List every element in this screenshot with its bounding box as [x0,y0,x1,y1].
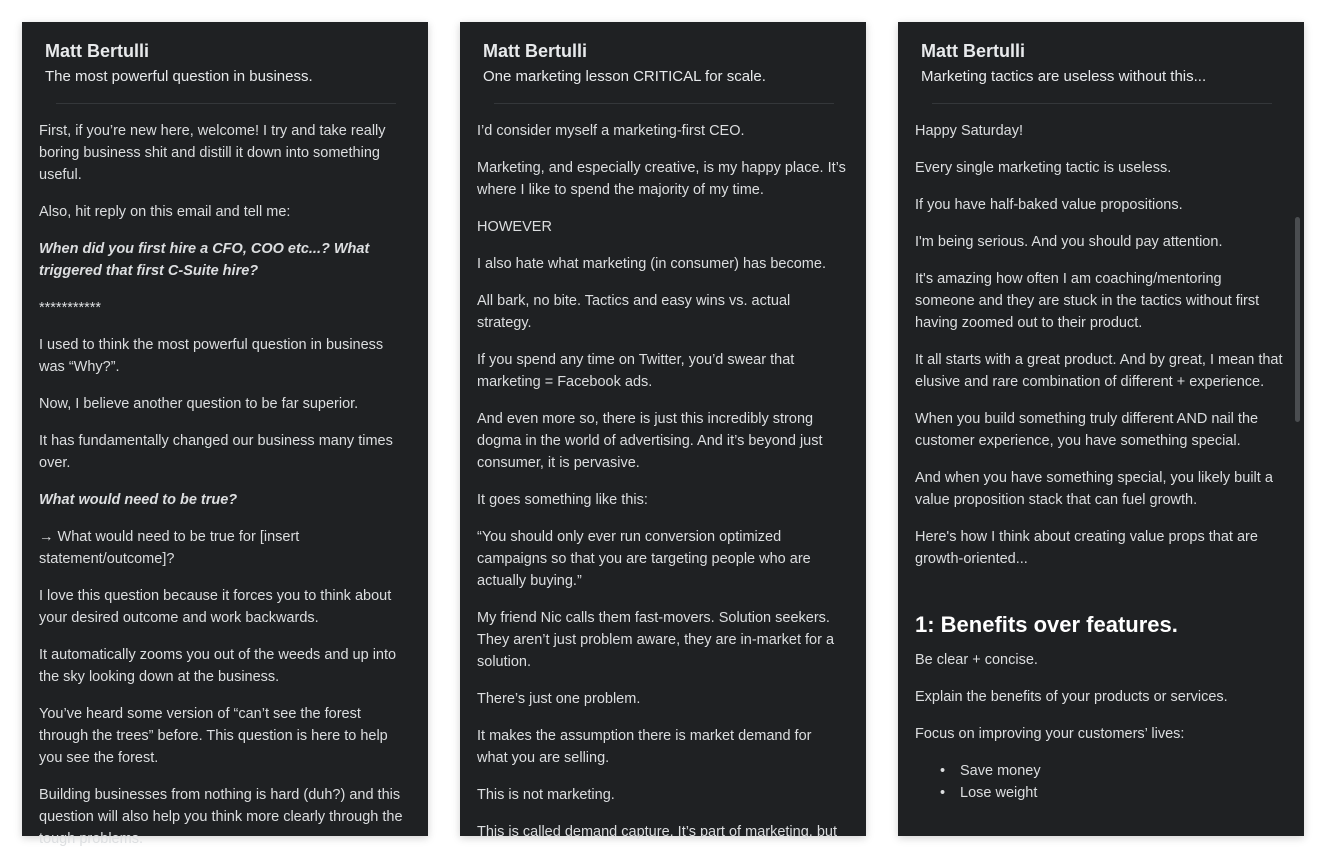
body-paragraph: There’s just one problem. [477,691,641,707]
bullet-list [915,760,1284,804]
body-paragraph: You’ve heard some version of “can’t see the forest through the trees” before. This question is here to help you see the forest. [39,706,388,766]
body-paragraph: All bark, no bite. Tactics and easy wins vs. actual strategy. [477,293,791,331]
body-paragraph: Every single marketing tactic is useless. [915,160,1172,176]
body-paragraph: It automatically zooms you out of the weeds and up into the sky looking down at the business. [39,647,397,685]
email-subject: One marketing lesson CRITICAL for scale. [483,68,766,85]
sender-name: Matt Bertulli [483,41,588,61]
body-paragraph: Also, hit reply on this email and tell me: [39,204,291,220]
body-paragraph: First, if you’re new here, welcome! I try and take really boring business shit and distill it down into something useful. [39,123,386,183]
body-paragraph: When did you first hire a CFO, COO etc...? What triggered that first C-Suite hire? [39,241,370,279]
body-paragraph: It's amazing how often I am coaching/mentoring someone and they are stuck in the tactics without first having zoomed out to their product. [915,271,1260,331]
body-paragraph: My friend Nic calls them fast-movers. Solution seekers. They aren’t just problem aware, they are in-market for a solution. [477,610,835,670]
email-card-3 [898,22,1304,836]
body-paragraph: What would need to be true? [39,492,238,508]
email-body [898,104,1304,804]
body-paragraph: *********** [39,300,102,316]
body-paragraph: Marketing, and especially creative, is my happy place. It’s where I like to spend the majority of my time. [477,160,846,198]
body-paragraph: Focus on improving your customers’ lives: [915,726,1185,742]
body-paragraph: Now, I believe another question to be far superior. [39,396,359,412]
bullet-item: • Save money [940,760,1284,782]
body-paragraph: This is not marketing. [477,787,615,803]
body-paragraph: I'm being serious. And you should pay attention. [915,234,1223,250]
bullet-item: • Lose weight [940,782,1284,804]
body-paragraph: I also hate what marketing (in consumer) has become. [477,256,826,272]
body-paragraph: When you build something truly different AND nail the customer experience, you have something special. [915,411,1259,449]
body-paragraph: HOWEVER [477,219,552,235]
email-subject: Marketing tactics are useless without this... [921,68,1207,85]
body-paragraph: I used to think the most powerful question in business was “Why?”. [39,337,384,375]
sender-name: Matt Bertulli [921,41,1026,61]
body-paragraph: It has fundamentally changed our business many times over. [39,433,393,471]
email-card-2 [460,22,866,840]
body-paragraph: Building businesses from nothing is hard (duh?) and this question will also help you think more clearly through the tough problems. [39,787,403,847]
body-paragraph: “You should only ever run conversion optimized campaigns so that you are targeting people who are actually buying.” [477,529,811,589]
body-paragraph: I love this question because it forces you to think about your desired outcome and work backwards. [39,588,392,626]
email-body [22,104,428,850]
body-paragraph: And even more so, there is just this incredibly strong dogma in the world of advertising. And it’s beyond just consumer, it is pervasive. [477,411,823,471]
section-heading: 1: Benefits over features. [915,612,1178,637]
body-paragraph: Here's how I think about creating value props that are growth-oriented... [915,529,1258,567]
body-paragraph: It makes the assumption there is market demand for what you are selling. [477,728,812,766]
email-body [460,104,866,843]
body-paragraph: → What would need to be true for [insert statement/outcome]? [39,529,300,567]
body-paragraph: And when you have something special, you likely built a value proposition stack that can fuel growth. [915,470,1273,508]
body-paragraph: Be clear + concise. [915,652,1038,668]
body-paragraph: If you spend any time on Twitter, you’d swear that marketing = Facebook ads. [477,352,795,390]
email-card-1 [22,22,428,847]
body-paragraph: This is called demand capture. It’s part of marketing, but [477,824,837,840]
body-paragraph: It all starts with a great product. And by great, I mean that elusive and rare combination of different + experience. [915,352,1283,390]
body-paragraph: Explain the benefits of your products or services. [915,689,1228,705]
email-subject: The most powerful question in business. [45,68,313,85]
body-paragraph: Happy Saturday! [915,123,1024,139]
sender-name: Matt Bertulli [45,41,150,61]
scrollbar[interactable] [1295,217,1300,422]
body-paragraph: It goes something like this: [477,492,648,508]
body-paragraph: If you have half-baked value propositions. [915,197,1183,213]
body-paragraph: I’d consider myself a marketing-first CEO. [477,123,745,139]
